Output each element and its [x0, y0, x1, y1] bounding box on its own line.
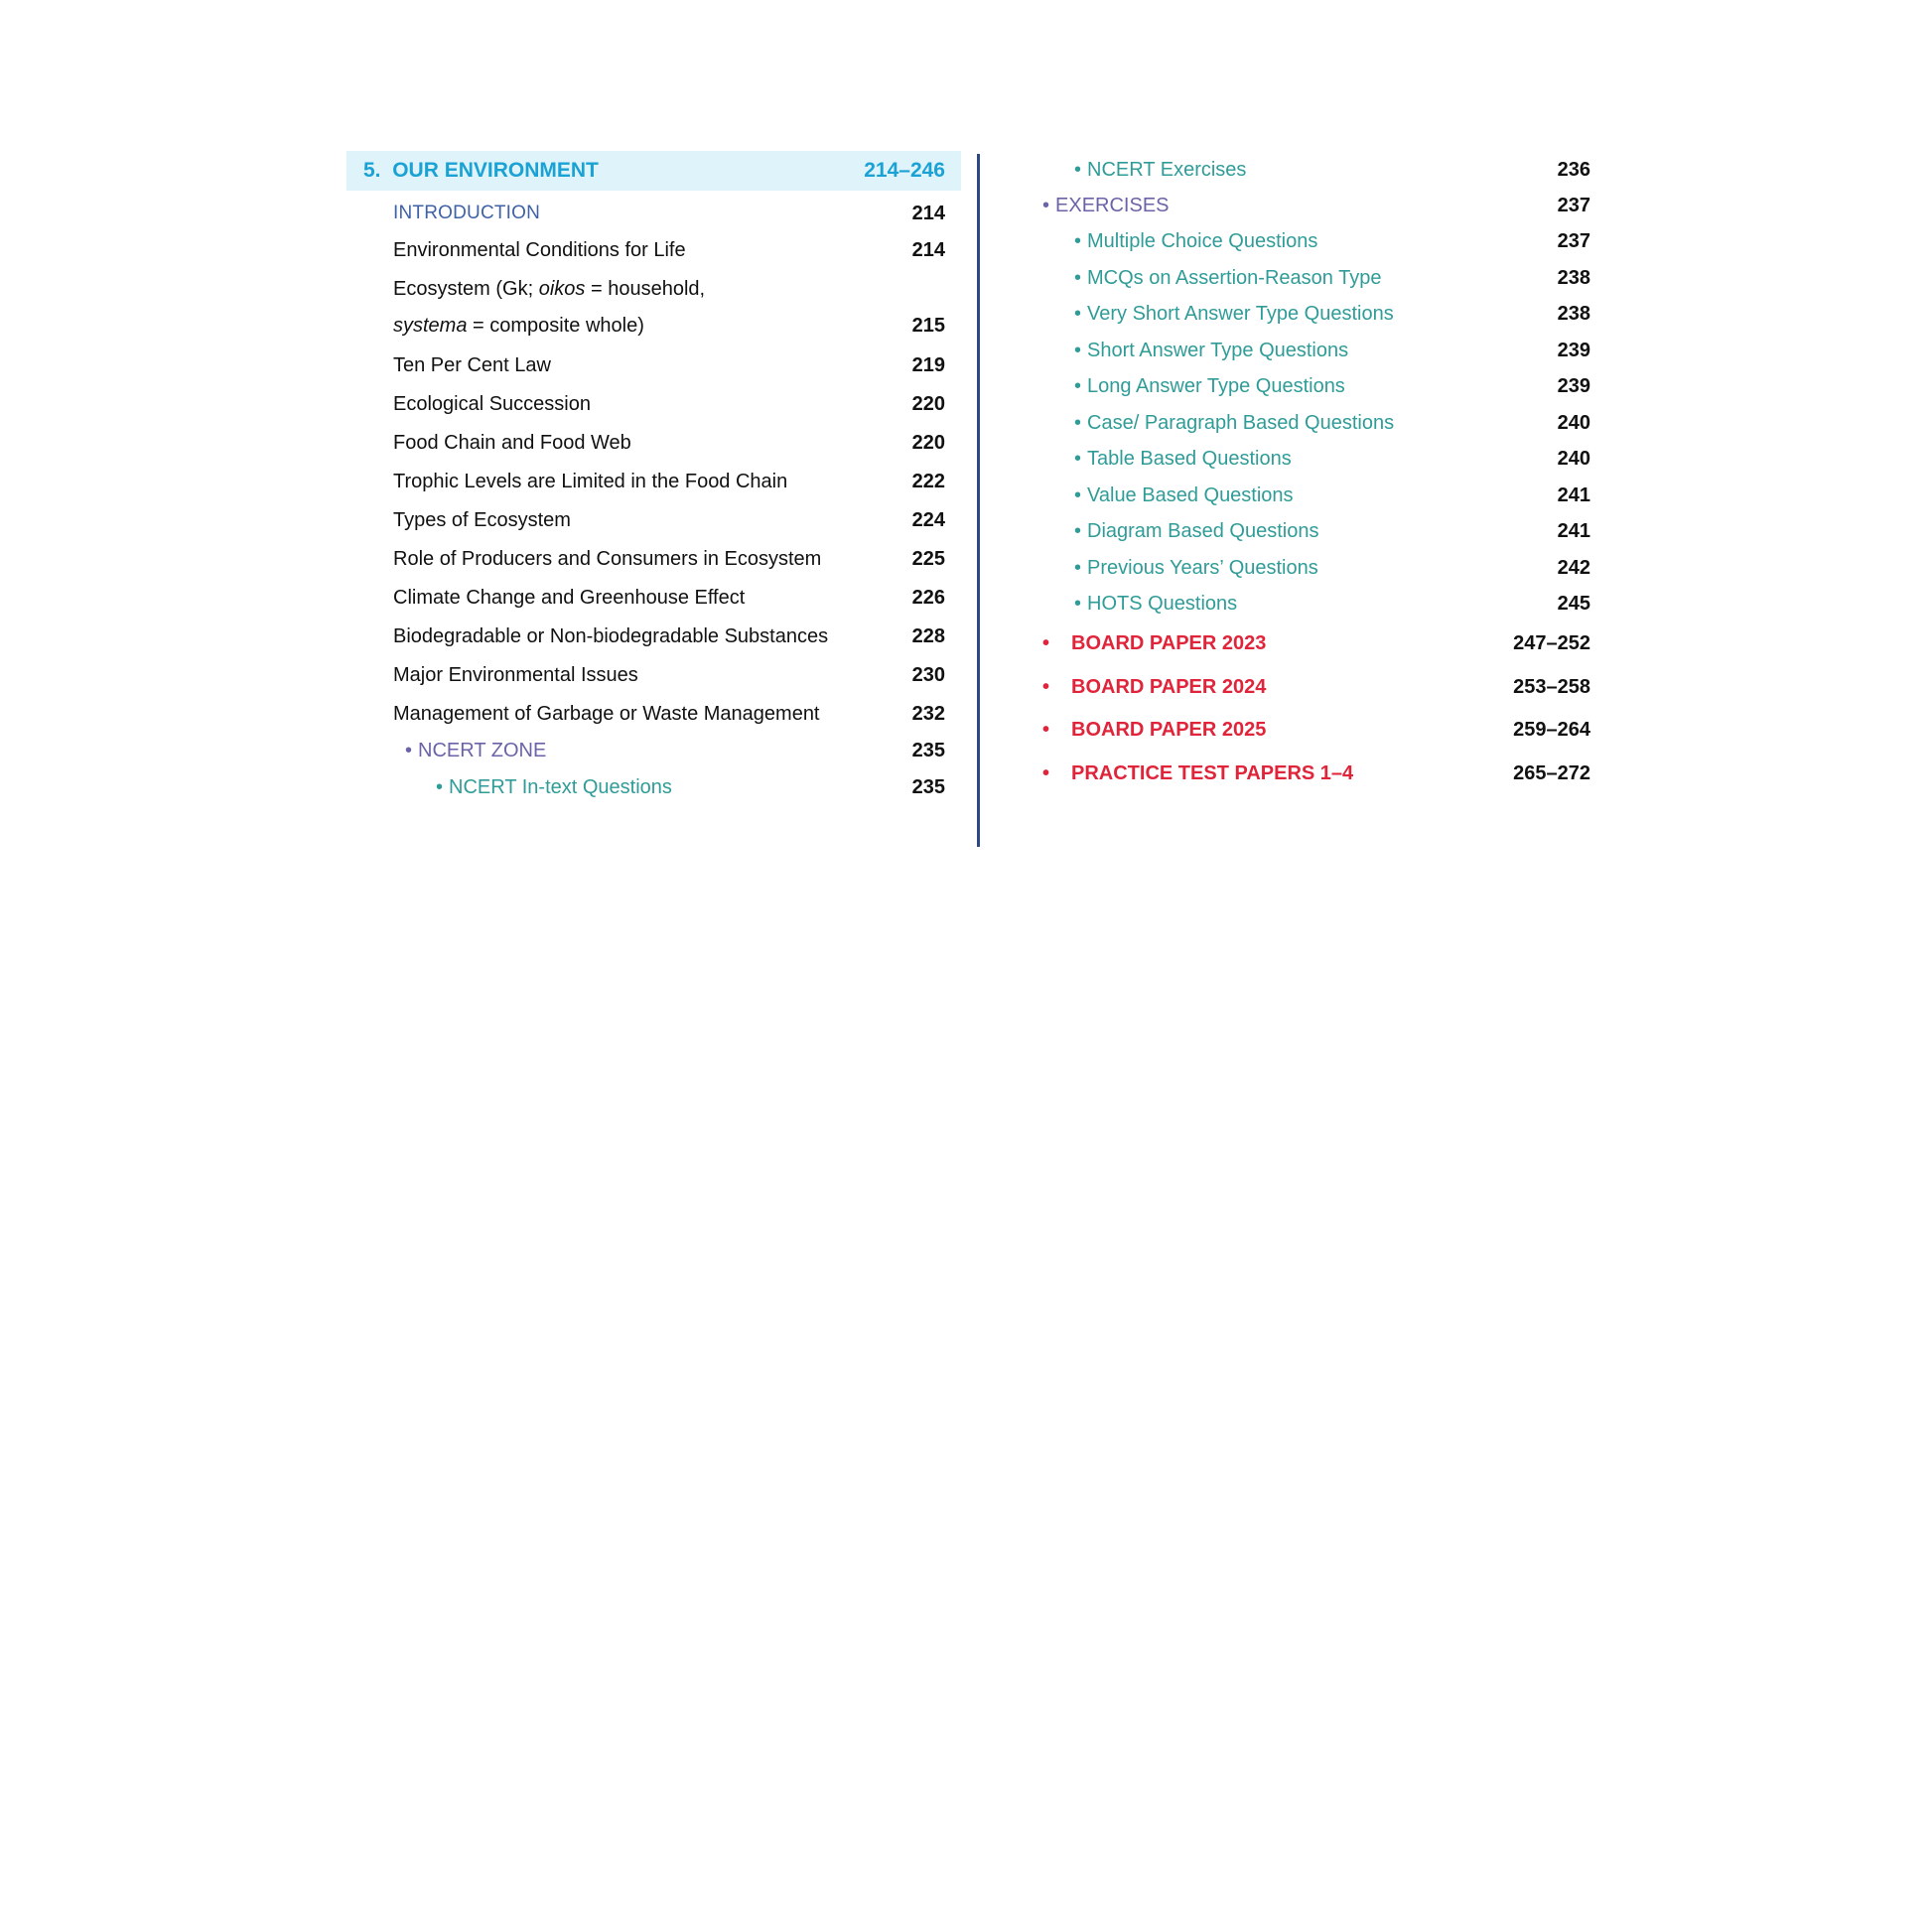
toc-label: Ten Per Cent Law: [393, 354, 551, 376]
toc-label: Management of Garbage or Waste Management: [393, 703, 820, 725]
toc-label-line1: Ecosystem (Gk; oikos = household,: [393, 278, 706, 300]
toc-page: 259–264: [1513, 719, 1590, 741]
toc-page: 245: [1557, 593, 1590, 615]
toc-page: 241: [1557, 520, 1590, 542]
bullet-icon: •: [1074, 448, 1082, 470]
toc-page: 236: [1557, 159, 1590, 181]
column-divider: [977, 154, 980, 847]
toc-entry[interactable]: [346, 471, 961, 509]
toc-page: 220: [911, 432, 945, 454]
toc-page: 222: [911, 471, 945, 492]
toc-entry-board-paper-2025[interactable]: [1033, 719, 1590, 762]
toc-entry[interactable]: [1033, 557, 1590, 594]
bullet-icon: •: [405, 740, 413, 761]
toc-label: • HOTS Questions: [1074, 593, 1238, 615]
toc-page: 224: [911, 509, 945, 531]
toc-entry[interactable]: [346, 239, 961, 278]
toc-label-line2: systema = composite whole): [393, 315, 644, 337]
toc-label: • Long Answer Type Questions: [1074, 375, 1345, 397]
toc-page: 219: [911, 354, 945, 376]
toc-left-column: [346, 151, 961, 813]
toc-entry-ncert-exercises[interactable]: [1033, 159, 1590, 195]
toc-entry-exercises[interactable]: [1033, 195, 1590, 230]
toc-entry-ncert-intext[interactable]: [346, 776, 961, 813]
toc-entry[interactable]: [1033, 375, 1590, 412]
toc-entry[interactable]: [1033, 230, 1590, 267]
toc-page: 247–252: [1513, 632, 1590, 654]
toc-page: 240: [1557, 411, 1590, 434]
bullet-icon: •: [1042, 632, 1050, 654]
toc-entry[interactable]: [1033, 267, 1590, 304]
toc-page: 228: [911, 625, 945, 647]
toc-label: • Very Short Answer Type Questions: [1074, 303, 1394, 325]
toc-entry[interactable]: [346, 548, 961, 587]
toc-page: 253–258: [1513, 675, 1590, 698]
toc-page: 220: [911, 393, 945, 415]
toc-entry[interactable]: [346, 587, 961, 625]
toc-right-column: [1033, 151, 1590, 805]
bullet-icon: •: [1074, 159, 1082, 181]
bullet-icon: •: [1042, 675, 1050, 698]
bullet-icon: •: [1074, 303, 1082, 325]
toc-label: • NCERT In-text Questions: [436, 776, 672, 798]
toc-label: • PRACTICE TEST PAPERS 1–4: [1042, 761, 1354, 784]
toc-label: INTRODUCTION: [393, 203, 541, 223]
toc-page: 237: [1557, 230, 1590, 252]
toc-label: Trophic Levels are Limited in the Food Chain: [393, 471, 788, 492]
chapter-title: 5. OUR ENVIRONMENT: [363, 159, 599, 182]
bullet-icon: •: [1074, 411, 1082, 434]
toc-page: 239: [1557, 339, 1590, 361]
toc-page: 226: [911, 587, 945, 609]
toc-label: Types of Ecosystem: [393, 509, 571, 531]
toc-page: 225: [911, 548, 945, 570]
toc-entry[interactable]: [346, 393, 961, 432]
toc-entry-practice-test-papers[interactable]: [1033, 762, 1590, 806]
toc-page: 240: [1557, 448, 1590, 470]
toc-label: • NCERT Exercises: [1074, 159, 1247, 181]
toc-label: • BOARD PAPER 2025: [1042, 719, 1267, 741]
bullet-icon: •: [1042, 761, 1050, 784]
toc-label: • BOARD PAPER 2023: [1042, 632, 1267, 654]
toc-label: • EXERCISES: [1042, 195, 1170, 216]
toc-label: • Case/ Paragraph Based Questions: [1074, 411, 1395, 434]
toc-label: • BOARD PAPER 2024: [1042, 675, 1267, 698]
toc-label: • Short Answer Type Questions: [1074, 339, 1349, 361]
toc-entry-introduction[interactable]: [346, 199, 961, 239]
toc-label: Major Environmental Issues: [393, 664, 638, 686]
bullet-icon: •: [1042, 719, 1050, 741]
toc-page: 235: [911, 776, 945, 798]
toc-entry-board-paper-2024[interactable]: [1033, 676, 1590, 720]
toc-label: Role of Producers and Consumers in Ecosystem: [393, 548, 822, 570]
toc-entry-ncert-zone[interactable]: [346, 740, 961, 776]
bullet-icon: •: [1042, 195, 1050, 216]
bullet-icon: •: [436, 776, 444, 798]
bullet-icon: •: [1074, 339, 1082, 361]
toc-entry[interactable]: [1033, 303, 1590, 340]
toc-page: 238: [1557, 303, 1590, 325]
toc-entry[interactable]: [1033, 520, 1590, 557]
toc-page: 230: [911, 664, 945, 686]
toc-page: 232: [911, 703, 945, 725]
toc-page: 238: [1557, 266, 1590, 289]
toc-label: • Value Based Questions: [1074, 483, 1294, 506]
toc-entry[interactable]: [346, 664, 961, 703]
toc-entry[interactable]: [1033, 412, 1590, 449]
toc-page: 214: [911, 203, 945, 224]
toc-label: • Diagram Based Questions: [1074, 520, 1319, 542]
toc-label: Food Chain and Food Web: [393, 432, 631, 454]
bullet-icon: •: [1074, 266, 1082, 289]
toc-page: 265–272: [1513, 761, 1590, 784]
toc-page: 235: [911, 740, 945, 761]
bullet-icon: •: [1074, 593, 1082, 615]
toc-label: • Table Based Questions: [1074, 448, 1292, 470]
toc-label: Ecological Succession: [393, 393, 591, 415]
toc-entry[interactable]: [1033, 484, 1590, 521]
bullet-icon: •: [1074, 375, 1082, 397]
toc-entry[interactable]: [346, 432, 961, 471]
toc-entry[interactable]: [346, 354, 961, 393]
toc-page: 215: [911, 315, 945, 337]
toc-entry-ecosystem[interactable]: [346, 278, 961, 354]
bullet-icon: •: [1074, 556, 1082, 579]
toc-entry[interactable]: [1033, 593, 1590, 632]
chapter-header[interactable]: [346, 151, 961, 191]
toc-label: Climate Change and Greenhouse Effect: [393, 587, 746, 609]
toc-label: • MCQs on Assertion-Reason Type: [1074, 266, 1382, 289]
toc-label: Biodegradable or Non-biodegradable Substances: [393, 625, 829, 647]
toc-entry[interactable]: [346, 509, 961, 548]
toc-label: • Previous Years’ Questions: [1074, 556, 1318, 579]
bullet-icon: •: [1074, 483, 1082, 506]
toc-label: Environmental Conditions for Life: [393, 239, 686, 261]
toc-entry-board-paper-2023[interactable]: [1033, 632, 1590, 676]
toc-label: • Multiple Choice Questions: [1074, 230, 1318, 252]
toc-page: 214: [911, 239, 945, 261]
toc-entry[interactable]: [346, 625, 961, 664]
toc-entry[interactable]: [1033, 448, 1590, 484]
toc-page: 239: [1557, 375, 1590, 397]
toc-entry[interactable]: [346, 703, 961, 740]
chapter-pages: 214–246: [864, 159, 945, 182]
toc-page: 242: [1557, 556, 1590, 579]
toc-page: 237: [1557, 195, 1590, 216]
bullet-icon: •: [1074, 520, 1082, 542]
toc-label: • NCERT ZONE: [405, 740, 547, 761]
toc-entry[interactable]: [1033, 340, 1590, 376]
bullet-icon: •: [1074, 230, 1082, 252]
toc-page: 241: [1557, 483, 1590, 506]
